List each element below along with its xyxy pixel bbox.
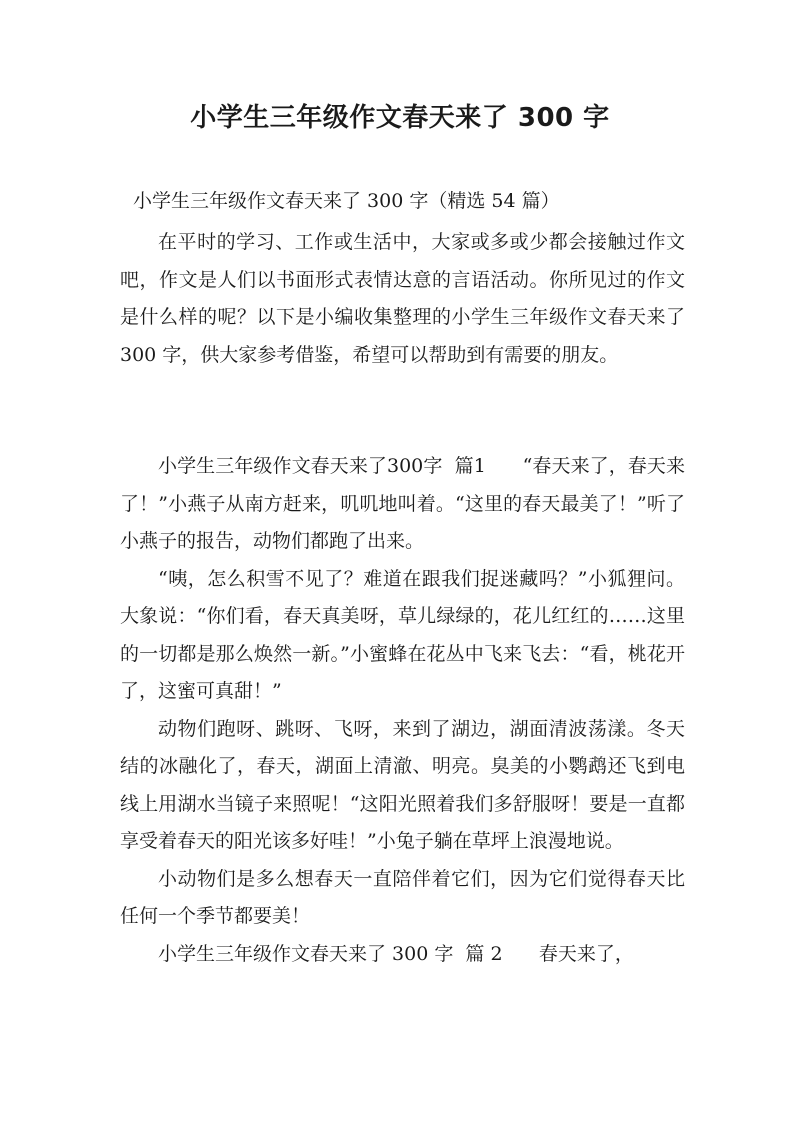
essay2-heading: 小学生三年级作文春天来了 300 字 篇 2 (158, 942, 503, 965)
essay-section (120, 448, 685, 973)
document-title: 小学生三年级作文春天来了 300 字 (190, 103, 610, 133)
essay2-p1-text: 春天来了， (538, 942, 634, 965)
document-subtitle: 小学生三年级作文春天来了 300 字（精选 54 篇） (133, 190, 560, 212)
essay2-gap (503, 943, 539, 965)
intro-paragraph: 在平时的学习、工作或生活中，大家或多或少都会接触过作文吧，作文是人们以书面形式表情达意的言语活动。你所见过的作文是什么样的呢？以下是小编收集整理的小学生三年级作文春天来了 300 字，供大家参考借鉴，希望可以帮助到有需要的朋友。 (120, 231, 685, 366)
essay1-p1-text: “春天来了，春天来了！”小燕子从南方赶来，叽叽地叫着。“这里的春天最美了！”听了小燕子的报告，动物们都跑了出来。 (120, 455, 685, 552)
essay1-paragraph-2: “咦，怎么积雪不见了？难道在跟我们捉迷藏吗？”小狐狸问。大象说：“你们看，春天真美呀，草儿绿绿的，花儿红红的……这里的一切都是那么焕然一新。”小蜜蜂在花丛中飞来飞去：“看，桃花开了，这蜜可真甜！” (120, 567, 685, 702)
essay2-paragraph-1 (120, 936, 685, 974)
essay1-gap (486, 455, 523, 477)
essay1-paragraph-1 (120, 448, 685, 561)
intro-section (120, 224, 685, 374)
essay1-paragraph-4: 小动物们是多么想春天一直陪伴着它们，因为它们觉得春天比任何一个季节都要美！ (120, 867, 685, 927)
essay1-heading: 小学生三年级作文春天来了300字 篇1 (158, 455, 486, 477)
essay1-paragraph-3: 动物们跑呀、跳呀、飞呀，来到了湖边，湖面清波荡漾。冬天结的冰融化了，春天，湖面上清澈、明亮。臭美的小鹦鹉还飞到电线上用湖水当镜子来照呢！“这阳光照着我们多舒服呀！要是一直都享受着春天的阳光该多好哇！”小兔子躺在草坪上浪漫地说。 (120, 717, 685, 852)
